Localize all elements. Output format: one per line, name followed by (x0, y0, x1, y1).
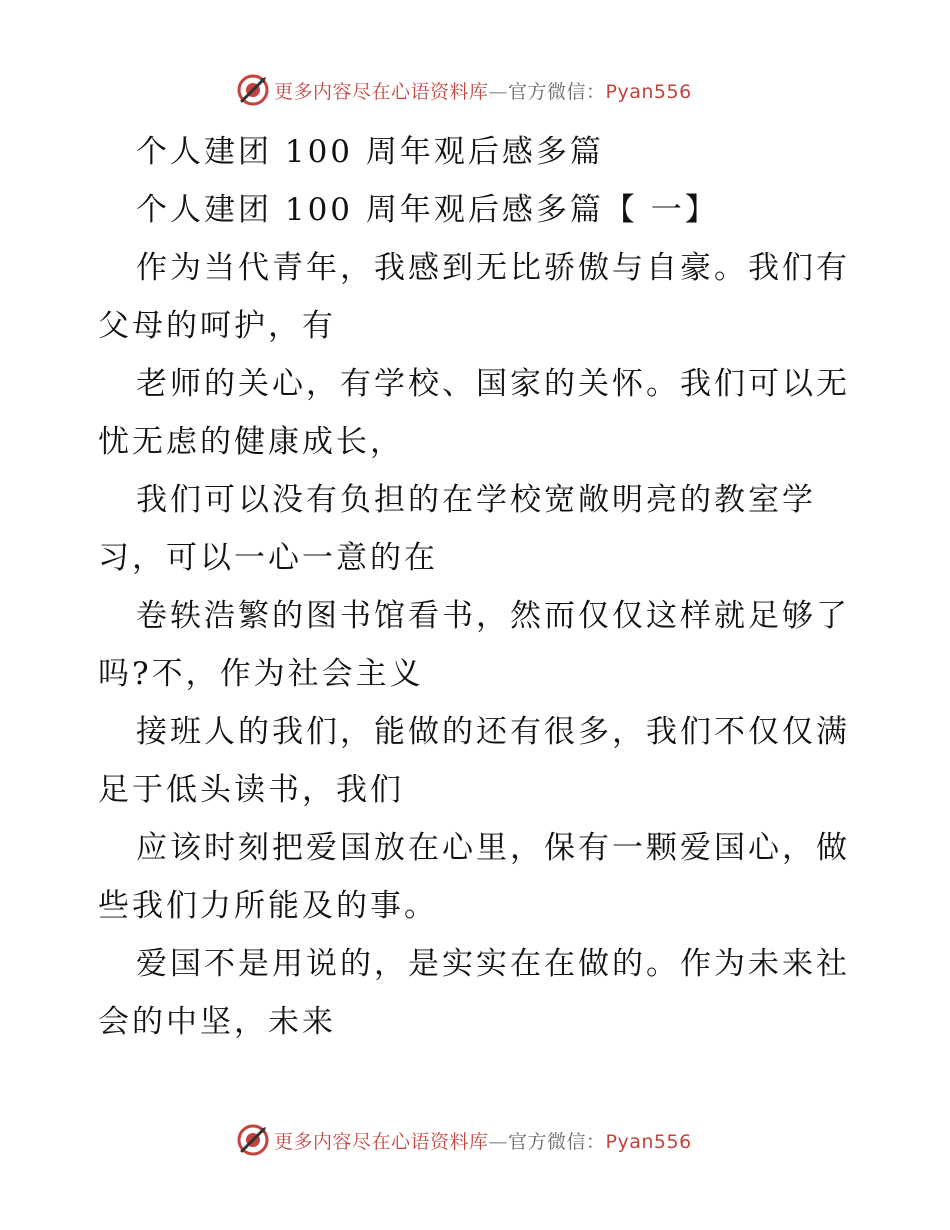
text-line: 足于低头读书，我们 (98, 772, 404, 808)
text-line: 会的中坚，未来 (98, 1004, 336, 1040)
footer-separator: — (488, 1130, 509, 1153)
header-banner (236, 72, 692, 108)
footer-wechat-id: Pyan556 (605, 1130, 692, 1153)
header-separator: — (488, 80, 509, 103)
footer-wechat-label: 官方微信： (508, 1130, 606, 1153)
footer-banner (236, 1122, 692, 1158)
document-body (98, 123, 858, 1051)
footer-promo-text: 更多内容尽在心语资料库 (274, 1130, 489, 1153)
text-line: 爱国不是用说的，是实实在在做的。作为未来社 (136, 946, 850, 982)
header-promo-text: 更多内容尽在心语资料库 (274, 80, 489, 103)
text-line: 忧无虑的健康成长， (98, 424, 404, 460)
text-line: 吗?不，作为社会主义 (98, 656, 424, 692)
text-line: 习，可以一心一意的在 (98, 540, 438, 576)
text-line: 父母的呵护，有 (98, 308, 336, 344)
document-title: 个人建团 100 周年观后感多篇 (136, 134, 604, 170)
header-wechat-label: 官方微信： (508, 80, 606, 103)
paragraph-lines (98, 239, 858, 1051)
text-line: 老师的关心，有学校、国家的关怀。我们可以无 (136, 366, 850, 402)
text-line: 接班人的我们，能做的还有很多，我们不仅仅满 (136, 714, 850, 750)
text-line: 我们可以没有负担的在学校宽敞明亮的教室学 (136, 482, 816, 518)
brand-logo-icon (236, 73, 270, 107)
text-line: 些我们力所能及的事。 (98, 888, 438, 924)
text-line: 应该时刻把爱国放在心里，保有一颗爱国心，做 (136, 830, 850, 866)
text-line: 卷轶浩繁的图书馆看书，然而仅仅这样就足够了 (136, 598, 850, 634)
header-wechat-id: Pyan556 (605, 80, 692, 103)
brand-logo-icon (236, 1123, 270, 1157)
text-line: 作为当代青年，我感到无比骄傲与自豪。我们有 (136, 250, 850, 286)
section-heading: 个人建团 100 周年观后感多篇【 一】 (136, 192, 719, 228)
